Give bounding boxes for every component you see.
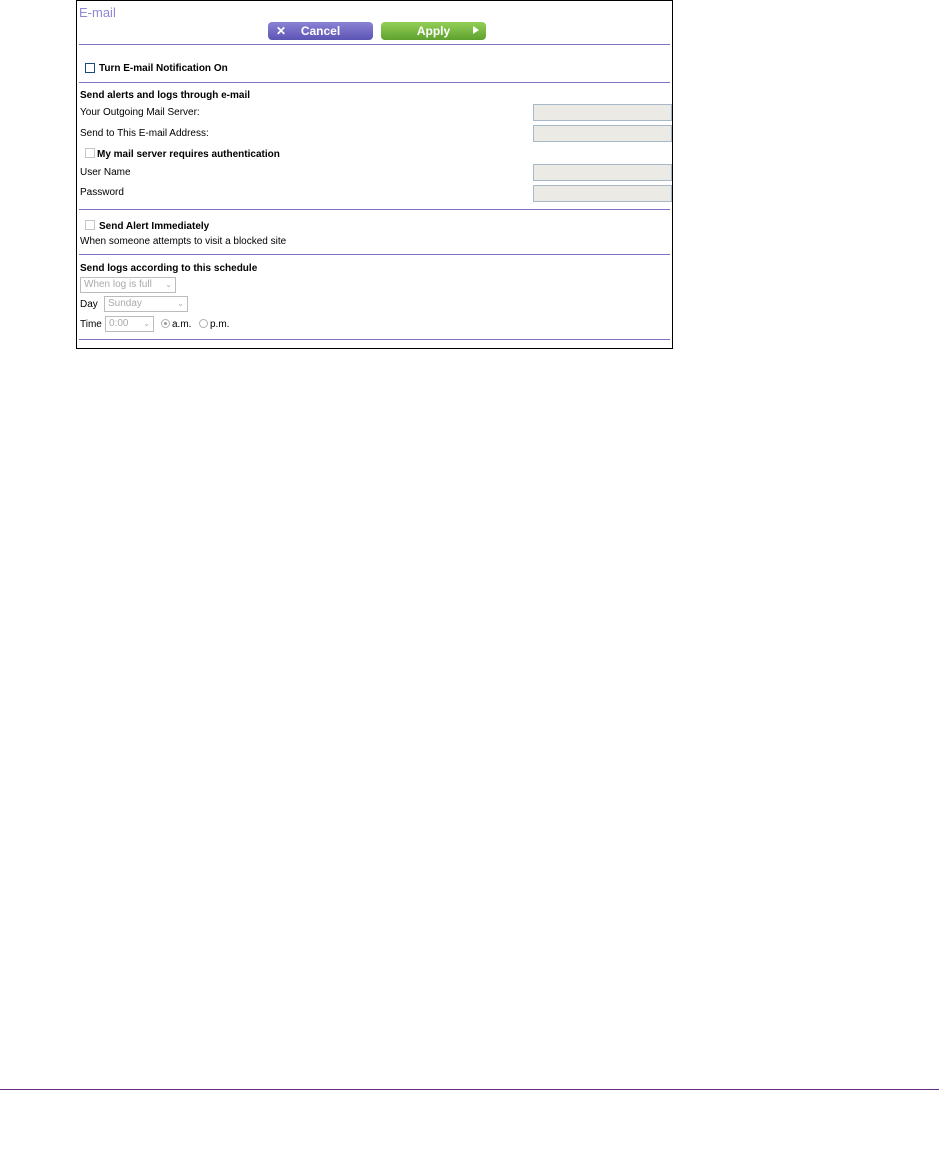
schedule-frequency-value: When log is full <box>84 279 152 290</box>
pm-radio[interactable] <box>199 319 208 328</box>
radio-selected-dot <box>164 322 167 325</box>
cancel-button[interactable] <box>268 22 373 40</box>
email-notification-label: Turn E-mail Notification On <box>99 63 228 74</box>
email-settings-panel <box>76 0 673 349</box>
password-label: Password <box>80 187 124 198</box>
send-alert-description: When someone attempts to visit a blocked site <box>80 236 287 247</box>
apply-button[interactable] <box>381 22 486 40</box>
send-alert-label: Send Alert Immediately <box>99 221 210 232</box>
send-alerts-heading: Send alerts and logs through e-mail <box>80 90 251 101</box>
divider <box>79 209 670 210</box>
chevron-down-icon: ⌄ <box>177 299 184 308</box>
close-icon: ✕ <box>276 24 287 38</box>
password-input[interactable] <box>533 185 672 202</box>
username-input[interactable] <box>533 164 672 181</box>
cancel-button-label: Cancel <box>300 24 341 38</box>
am-label: a.m. <box>172 319 192 330</box>
apply-button-label: Apply <box>416 24 451 38</box>
chevron-down-icon: ⌄ <box>143 319 150 328</box>
time-select[interactable] <box>105 316 154 332</box>
time-label: Time <box>80 319 102 330</box>
send-to-label: Send to This E-mail Address: <box>80 128 209 139</box>
arrow-right-icon <box>473 26 479 34</box>
email-notification-checkbox[interactable] <box>85 63 95 73</box>
am-radio[interactable] <box>161 319 170 328</box>
pm-label: p.m. <box>210 319 230 330</box>
schedule-heading: Send logs according to this schedule <box>80 263 258 274</box>
auth-checkbox[interactable] <box>85 148 95 158</box>
time-value: 0:00 <box>109 318 129 329</box>
schedule-frequency-select[interactable] <box>80 277 176 293</box>
divider <box>79 82 670 83</box>
page-title: E-mail <box>79 5 116 20</box>
divider <box>79 44 670 45</box>
chevron-down-icon: ⌄ <box>165 280 172 289</box>
divider <box>79 339 670 340</box>
outgoing-server-input[interactable] <box>533 104 672 121</box>
divider <box>79 254 670 255</box>
auth-label: My mail server requires authentication <box>97 149 280 160</box>
page-footer-rule <box>0 1089 939 1090</box>
username-label: User Name <box>80 167 131 178</box>
day-select[interactable] <box>104 296 188 312</box>
send-to-input[interactable] <box>533 125 672 142</box>
send-alert-checkbox[interactable] <box>85 220 95 230</box>
day-value: Sunday <box>108 298 142 309</box>
outgoing-server-label: Your Outgoing Mail Server: <box>80 107 200 118</box>
day-label: Day <box>80 299 98 310</box>
